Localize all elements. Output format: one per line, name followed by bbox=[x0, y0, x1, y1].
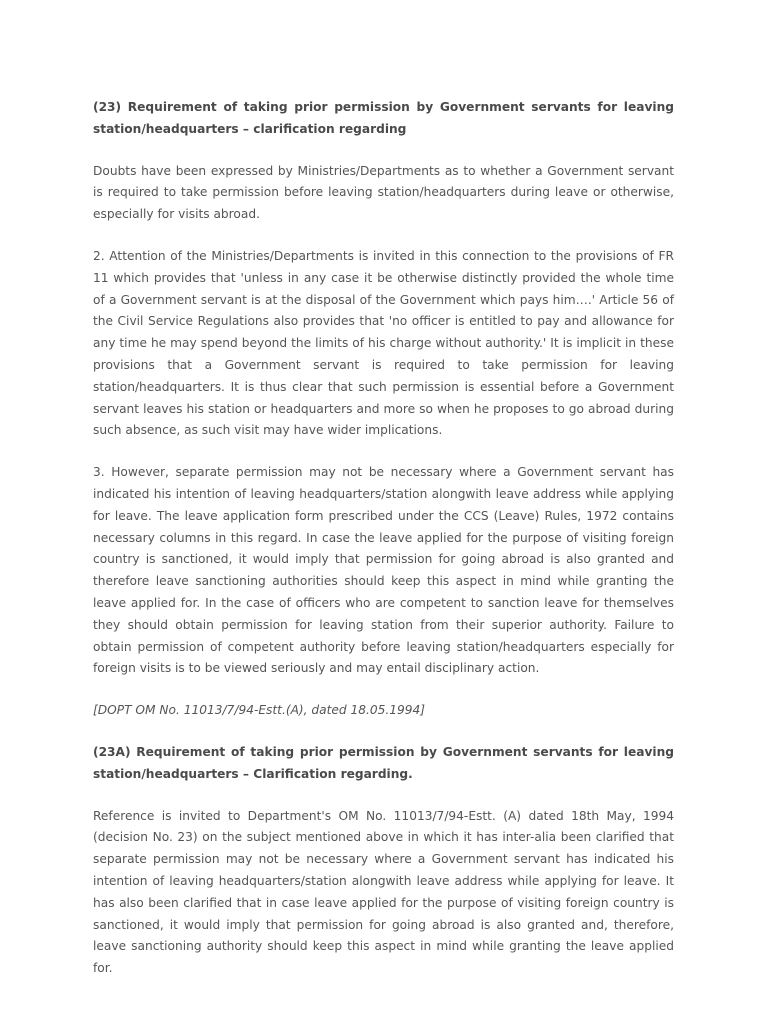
section-23-paragraph-1: Doubts have been expressed by Ministries/Departments as to whether a Government servant is required to take permission before leaving station/headquarters during leave or otherwise, especially for visits abroad. bbox=[93, 163, 674, 222]
section-23-paragraph-3: 3. However, separate permission may not be necessary where a Government servant has indicated his intention of leaving headquarters/station alongwith leave address while applying for leave. The leave application form prescribed under the CCS (Leave) Rules, 1972 contains necessary columns in this regard. In case the leave applied for the purpose of visiting foreign country is sanctioned, it would imply that permission for going abroad is also granted and therefore leave sanctioning authorities should keep this aspect in mind while granting the leave applied for. In the case of officers who are competent to sanction leave for themselves they should obtain permission for leaving station from their superior authority. Failure to obtain permission of competent authority before leaving station/headquarters especially for foreign visits is to be viewed seriously and may entail disciplinary action. bbox=[93, 465, 674, 676]
document-page bbox=[93, 97, 674, 1000]
section-23a-heading: (23A) Requirement of taking prior permission by Government servants for leaving station/headquarters – Clarification regarding. bbox=[93, 744, 674, 781]
section-23-paragraph-2: 2. Attention of the Ministries/Departments is invited in this connection to the provisions of FR 11 which provides that 'unless in any case it be otherwise distinctly provided the whole time of a Government servant is at the disposal of the Government which pays him….' Article 56 of the Civil Service Regulations also provides that 'no officer is entitled to pay and allowance for any time he may spend beyond the limits of his charge without authority.' It is implicit in these provisions that a Government servant is required to take permission for leaving station/headquarters. It is thus clear that such permission is essential before a Government servant leaves his station or headquarters and more so when he proposes to go abroad during such absence, as such visit may have wider implications. bbox=[93, 248, 674, 438]
section-23-citation: [DOPT OM No. 11013/7/94-Estt.(A), dated 18.05.1994] bbox=[93, 703, 426, 718]
section-23a-paragraph-1: Reference is invited to Department's OM No. 11013/7/94-Estt. (A) dated 18th May, 1994 (decision No. 23) on the subject mentioned above in which it has inter-alia been clarified that separate permission may not be necessary where a Government servant has indicated his intention of leaving headquarters/station alongwith leave address while applying for leave. It has also been clarified that in case leave applied for the purpose of visiting foreign country is sanctioned, it would imply that permission for going abroad is also granted and, therefore, leave sanctioning authority should keep this aspect in mind while granting the leave applied for. bbox=[93, 808, 674, 976]
section-23-heading: (23) Requirement of taking prior permission by Government servants for leaving station/headquarters – clarification regarding bbox=[93, 100, 674, 136]
